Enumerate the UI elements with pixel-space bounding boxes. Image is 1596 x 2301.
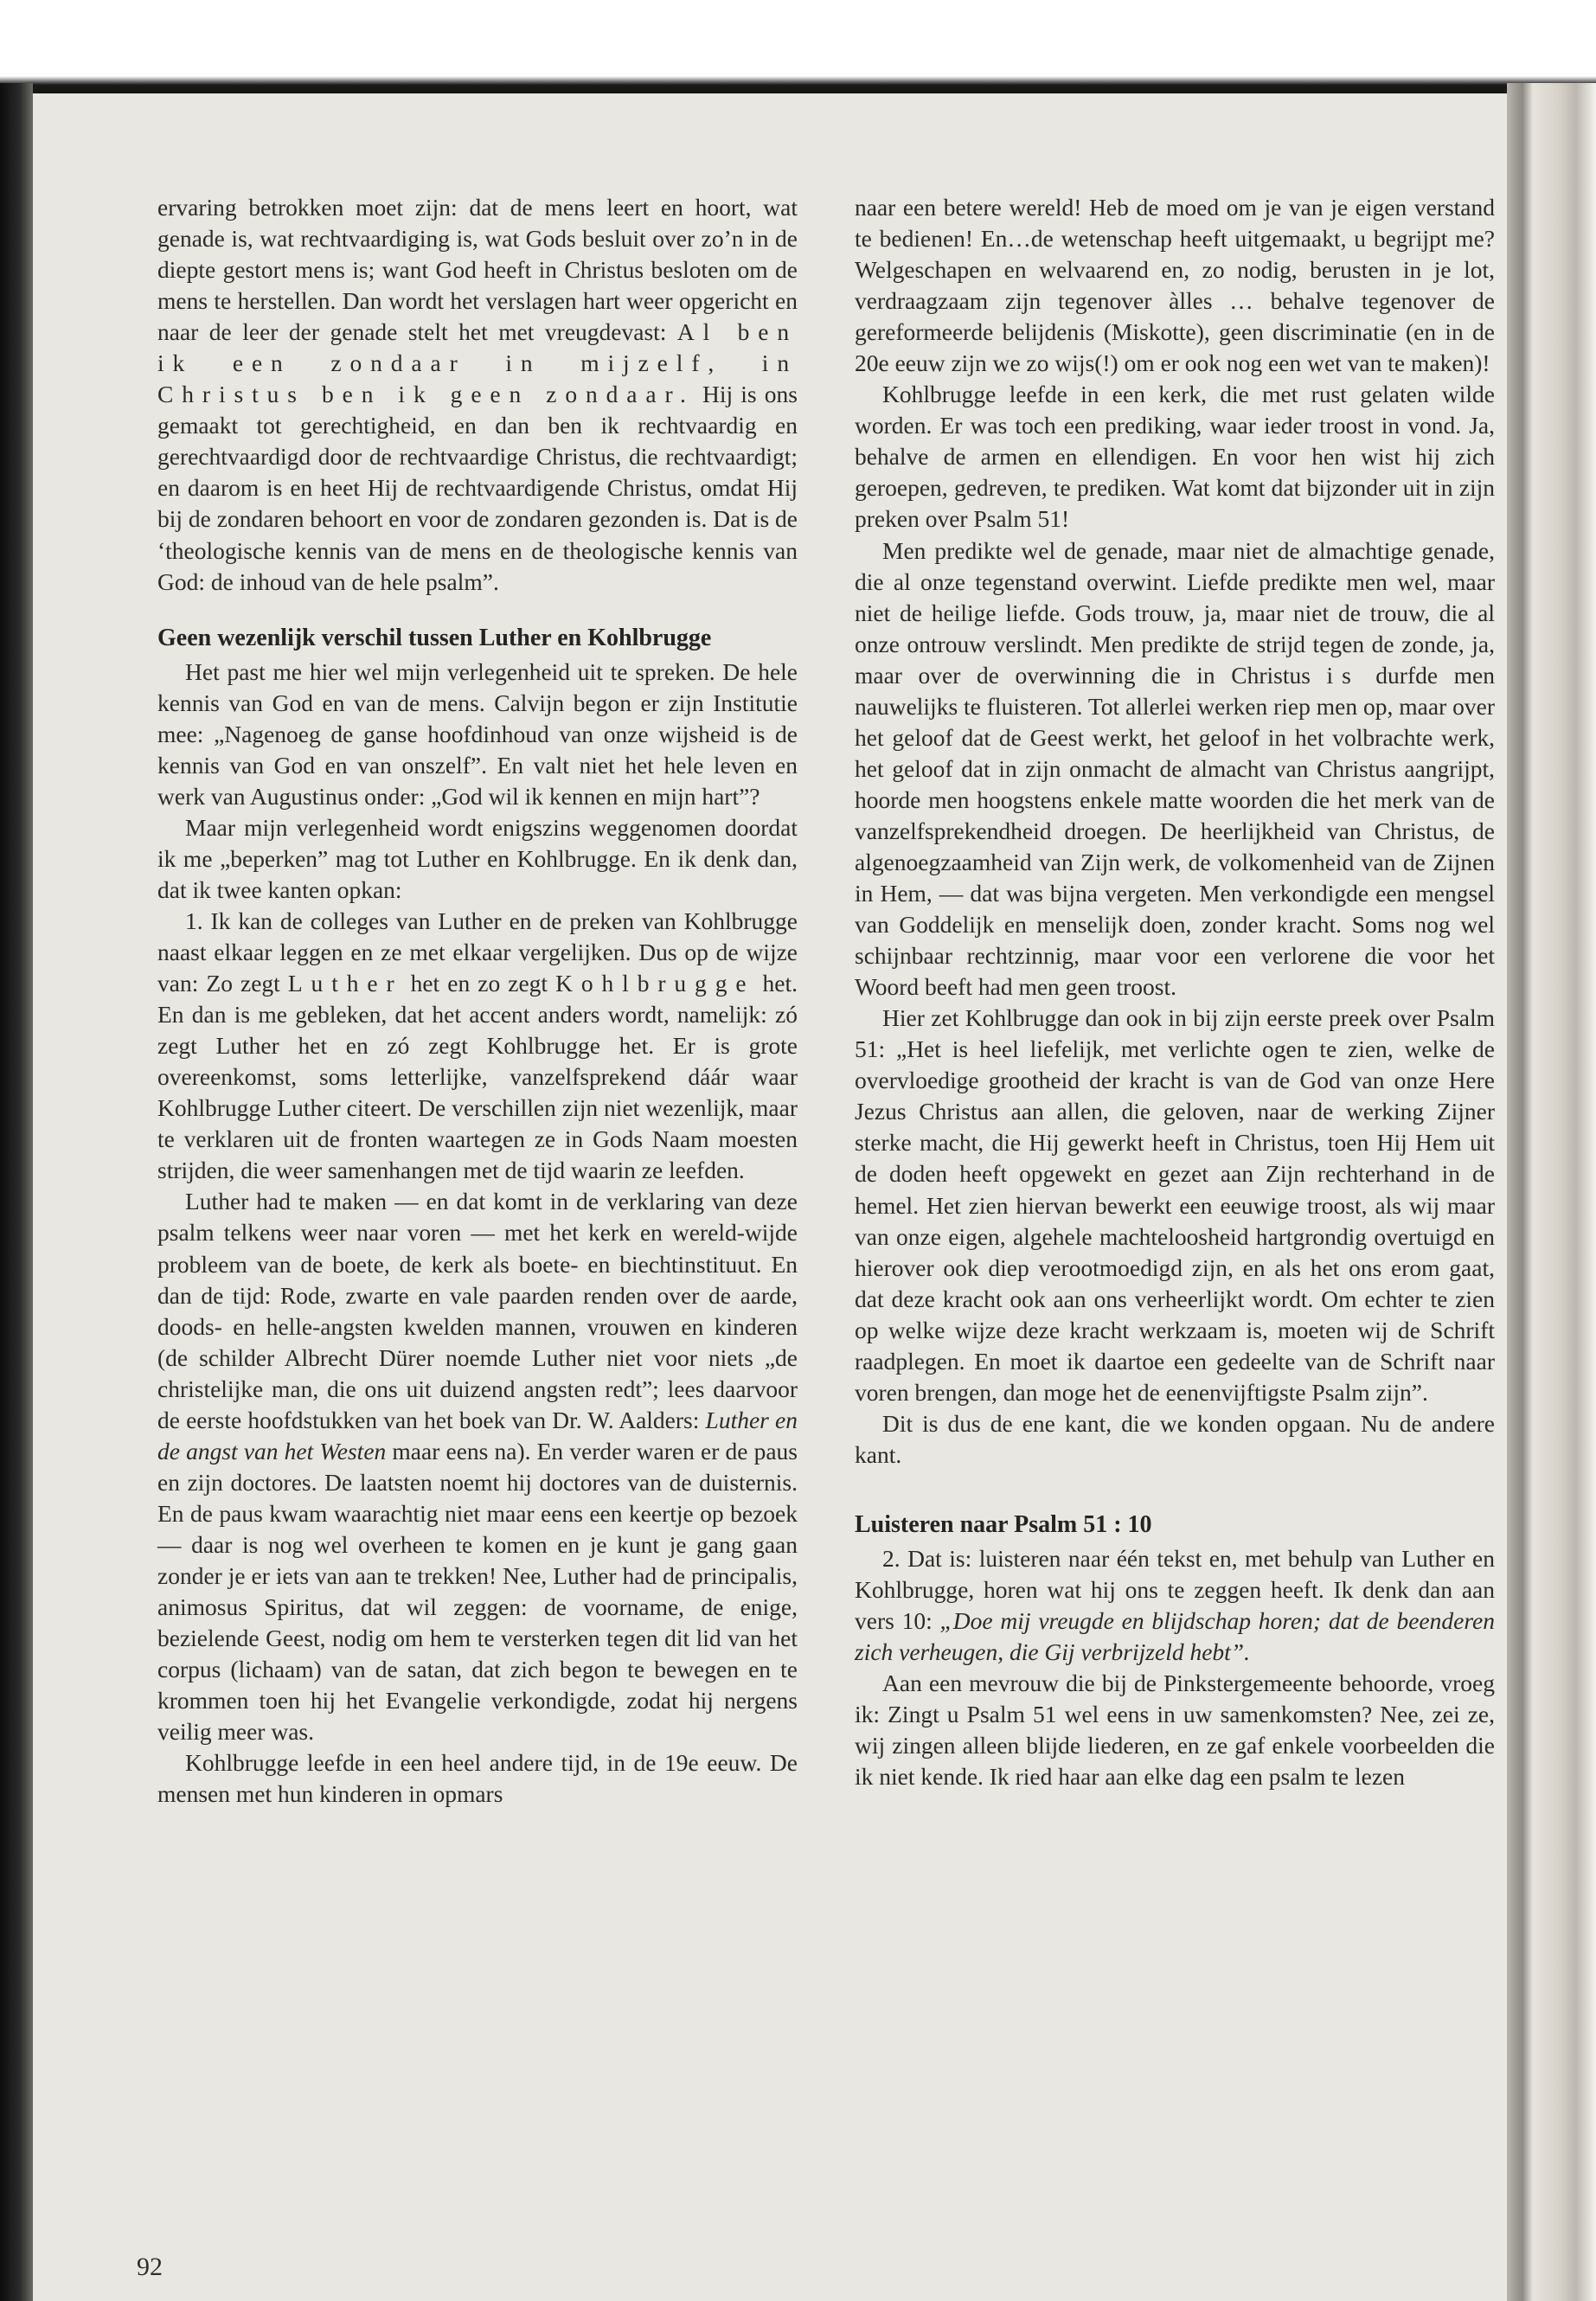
scan-border-top bbox=[0, 0, 1596, 97]
scan-border-left bbox=[0, 83, 33, 2301]
text-run: Kohlbrugge leefde in een heel andere tijd, in de 19e eeuw. De mensen met hun kinderen in opmars bbox=[157, 1749, 798, 1808]
text-run: Hier zet Kohlbrugge dan ook in bij zijn eerste preek over Psalm 51: „Het is heel liefelijk, met verlichte ogen te zien, welke de overvloedige grootheid der kracht is van de God van onze Here Jezus Christus aan allen, die geloven, naar de werking Zijner sterke macht, die Hij gewerkt heeft in Christus, toen Hij Hem uit de doden heeft opgewekt en gezet aan Zijn rechterhand in de hemel. Het zien hiervan bewerkt een eeuwige troost, als wij maar van onze eigen, algehele machteloosheid hartgrondig overtuigd en hierover ook diep verootmoedigd zijn, en als het ons erom gaat, dat deze kracht ook aan ons verheerlijkt wordt. Om echter te zien op welke wijze deze kracht werkzaam is, moeten wij de Schrift raadplegen. En moet ik daartoe een gedeelte van de Schrift naar voren brengen, dan moge het de eenenvijftigste Psalm zijn”. bbox=[855, 1004, 1495, 1406]
paragraph bbox=[157, 1186, 798, 1747]
text-run: durfde men nauwelijks te fluisteren. Tot allerlei werken riep men op, maar over het geloof dat de Geest werkt, het geloof in het volbrachte werk, het geloof dat in zijn onmacht de almacht van Christus aangrijpt, hoorde men hoogstens enkele matte woorden die het merk van de vanzelfsprekendheid droegen. De heerlijkheid van Christus, de algenoegzaamheid van Zijn werk, de volkomenheid van de Zijnen in Hem, — dat was bijna vergeten. Men verkondigde een mengsel van Goddelijk en menselijk doen, zonder kracht. Soms nog wel schijnbaar rechtzinnig, maar voor een verlorene die voor het Woord beeft had men geen troost. bbox=[855, 661, 1495, 1001]
text-run: Hij is ons gemaakt tot gerechtigheid, en dan ben ik rechtvaardig en gerechtvaardigd door de rechtvaardige Christus, die rechtvaardigt; en daarom is en heet Hij de rechtvaardigende Christus, omdat Hij bij de zondaren behoort en voor de zondaren gezonden is. Dat is de ‘theologische kennis van de mens en de theologische kennis van God: de inhoud van de hele psalm”. bbox=[157, 381, 798, 595]
text-run: 2. Dat is: luisteren naar één tekst en, met behulp van Luther en Kohlbrugge, horen wat hij ons te zeggen heeft. Ik denk dan aan vers 10: bbox=[855, 1544, 1495, 1635]
page-number: 92 bbox=[137, 2253, 163, 2281]
paragraph bbox=[855, 1543, 1495, 1668]
spaced-emphasis: Luther bbox=[287, 970, 403, 997]
text-run: Maar mijn verlegenheid wordt enigszins weggenomen doordat ik me „beperken” mag tot Luther en Kohlbrugge. En ik denk dan, dat ik twee kanten opkan: bbox=[157, 813, 798, 903]
text-run: ervaring betrokken moet zijn: dat de mens leert en hoort, wat genade is, wat rechtvaardiging is, wat Gods besluit over zo’n in de diepte gestort mens is; want God heeft in Christus besloten om de mens te herstellen. Dan wordt het verslagen hart weer opgericht en naar de leer der genade stelt het met vreugdevast: bbox=[157, 194, 798, 346]
text-run: Aan een mevrouw die bij de Pinkstergemeente behoorde, vroeg ik: Zingt u Psalm 51 wel eens in uw samenkomsten? Nee, zei ze, wij zingen alleen blijde liederen, en ze gaf enkele voorbeelden die ik niet kende. Ik ried haar aan elke dag een psalm te lezen bbox=[855, 1670, 1495, 1791]
text-run: Kohlbrugge leefde in een kerk, die met rust gelaten wilde worden. Er was toch een prediking, waar ieder troost in vond. Ja, behalve de armen en ellendigen. En voor hen wist hij zich geroepen, gedreven, te prediken. Wat komt dat bijzonder uit in zijn preken over Psalm 51! bbox=[855, 381, 1495, 533]
paragraph bbox=[157, 192, 798, 598]
paragraph bbox=[157, 657, 798, 812]
paragraph bbox=[157, 906, 798, 1186]
paragraph bbox=[855, 379, 1495, 535]
text-run: Luther had te maken — en dat komt in de verklaring van deze psalm telkens weer naar voren — met het kerk en wereld-wijde probleem van de boete, de kerk als boete- en biechtinstituut. En dan de tijd: Rode, zwarte en vale paarden renden over de aarde, doods- en helle-angsten kwelden mannen, vrouwen en kinderen (de schilder Albrecht Dürer noemde Luther niet voor niets „de christelijke man, die ons uit duizend angsten redt”; lees daarvoor de eerste hoofdstukken van het boek van Dr. W. Aalders: bbox=[157, 1188, 798, 1433]
paragraph bbox=[855, 192, 1495, 379]
text-run: Men predikte wel de genade, maar niet de almachtige genade, die al onze tegenstand overwint. Liefde predikte men wel, maar niet de heilige liefde. Gods trouw, ja, maar niet de trouw, die al onze ontrouw verslindt. Men predikte de strijd tegen de zonde, ja, maar over de overwinning die in Christus bbox=[855, 536, 1495, 689]
paragraph bbox=[855, 1668, 1495, 1792]
text-run: het. En dan is me gebleken, dat het accent anders wordt, namelijk: zó zegt Luther het en zó zegt Kohlbrugge het. Er is grote overeenkomst, soms letterlijke, vanzelfsprekend dáár waar Kohlbrugge Luther citeert. De verschillen zijn niet wezenlijk, maar te verklaren uit de fronten waartegen ze in Gods Naam moesten strijden, die weer samenhangen met de tijd waarin ze leefden. bbox=[157, 970, 798, 1184]
paragraph bbox=[157, 1747, 798, 1810]
section-heading: Luisteren naar Psalm 51 : 10 bbox=[855, 1510, 1152, 1538]
paragraph bbox=[855, 1408, 1495, 1471]
italic-text: „Doe mij vreugde en blijdschap horen; dat de beenderen zich verheugen, die Gij verbrijzeld hebt”. bbox=[855, 1607, 1495, 1666]
right-text-column bbox=[855, 192, 1495, 1792]
spaced-emphasis: is bbox=[1326, 661, 1360, 689]
left-text-column bbox=[157, 192, 798, 1810]
text-run: Het past me hier wel mijn verlegenheid uit te spreken. De hele kennis van God en van de mens. Calvijn begon er zijn Institutie mee: „Nagenoeg de ganse hoofdinhoud van onze wijsheid is de kennis van God en van onszelf”. En valt niet het hele leven en werk van Augustinus onder: „God wil ik kennen en mijn hart”? bbox=[157, 657, 798, 810]
spaced-emphasis: Kohlbrugge bbox=[555, 970, 755, 997]
text-run: 1. Ik kan de colleges van Luther en de preken van Kohlbrugge naast elkaar leggen en ze met elkaar vergelijken. Dus op de wijze van: Zo zegt bbox=[157, 907, 798, 997]
section-heading: Geen wezenlijk verschil tussen Luther en Kohlbrugge bbox=[157, 624, 712, 651]
text-run: het en zo zegt bbox=[402, 970, 556, 997]
italic-text: Luther en de angst van het Westen bbox=[157, 1406, 798, 1465]
text-run: Dit is dus de ene kant, die we konden opgaan. Nu de andere kant. bbox=[855, 1409, 1495, 1468]
paragraph bbox=[855, 535, 1495, 1003]
paragraph bbox=[157, 812, 798, 906]
text-run: naar een betere wereld! Heb de moed om je van je eigen verstand te bedienen! En…de wetenschap heeft uitgemaakt, u begrijpt me? Welgeschapen en welvaarend en, zo nodig, berusten in je lot, verdraagzaam zijn tegenover àlles … behalve tegenover de gereformeerde belijdenis (Miskotte), geen discriminatie (en in de 20e eeuw zijn we zo wijs(!) om er ook nog een wet van te maken)! bbox=[855, 194, 1495, 377]
paragraph bbox=[855, 1003, 1495, 1408]
book-spine-edge bbox=[1507, 83, 1596, 2301]
text-run: maar eens na). En verder waren er de paus en zijn doctores. De laatsten noemt hij doctores van de duisternis. En de paus kwam waarachtig niet maar eens een keertje op bezoek — daar is nog wel overheen te komen en je kunt je gang gaan zonder je er iets van aan te trekken! Nee, Luther had de principalis, animosus Spiritus, dat wil zeggen: de voorname, de enige, bezielende Geest, nodig om hem te versterken tegen dit lid van het corpus (lichaam) van de satan, dat zich begon te bewegen en te krommen toen hij het Evangelie verkondigde, zodat hij nergens veilig meer was. bbox=[157, 1437, 798, 1746]
spaced-emphasis: Al ben ik een zondaar in mijzelf, in Christus ben ik geen zondaar. bbox=[157, 318, 798, 408]
